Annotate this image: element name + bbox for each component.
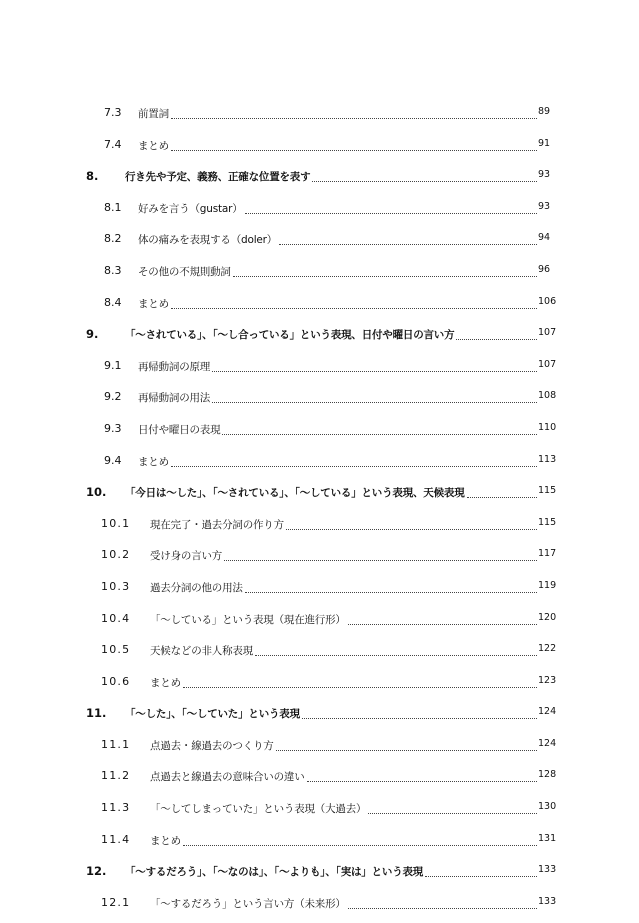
toc-section-entry[interactable] (0, 513, 639, 539)
toc-entry-number: 7.3 (104, 106, 122, 119)
toc-entry-number: 9.3 (104, 421, 122, 435)
toc-dot-leader (286, 529, 537, 530)
toc-entry-title: 好みを言う（gustar） (138, 202, 243, 215)
toc-entry-page-number: 120 (538, 611, 557, 623)
toc-entry-title: 再帰動詞の原理 (138, 360, 211, 373)
toc-entry-page-number: 115 (538, 516, 557, 528)
toc-section-entry[interactable] (0, 576, 639, 602)
toc-entry-number: 10.3 (101, 579, 131, 593)
toc-entry-title: 行き先や予定、義務、正確な位置を表す (125, 171, 311, 184)
toc-entry-title: まとめ (138, 139, 169, 152)
toc-entry-page-number: 110 (538, 421, 557, 433)
toc-section-entry[interactable] (0, 134, 639, 160)
toc-entry-title: 現在完了・過去分詞の作り方 (150, 518, 284, 531)
toc-entry-page-number: 128 (538, 769, 557, 781)
toc-entry-page-number: 107 (538, 327, 557, 339)
toc-entry-number: 11. (86, 706, 107, 721)
toc-entry-number: 10.4 (101, 611, 131, 625)
toc-dot-leader (233, 276, 537, 277)
toc-section-entry[interactable] (0, 450, 639, 476)
toc-entry-number: 9.4 (104, 453, 122, 467)
toc-section-entry[interactable] (0, 386, 639, 412)
toc-dot-leader (171, 150, 537, 151)
toc-chapter-entry[interactable] (0, 165, 639, 191)
toc-dot-leader (255, 655, 537, 656)
toc-entry-title: まとめ (150, 676, 181, 689)
toc-entry-page-number: 123 (538, 674, 557, 686)
toc-entry-page-number: 131 (538, 832, 557, 844)
toc-entry-number: 11.1 (101, 737, 131, 751)
toc-section-entry[interactable] (0, 418, 639, 444)
toc-chapter-entry[interactable] (0, 860, 639, 886)
toc-dot-leader (171, 118, 537, 119)
toc-dot-leader (456, 339, 537, 340)
toc-entry-title: 点過去・線過去のつくり方 (150, 739, 274, 752)
toc-entry-number: 8.4 (104, 295, 122, 309)
toc-chapter-entry[interactable] (0, 702, 639, 728)
toc-entry-page-number: 117 (538, 548, 557, 560)
toc-entry-title: 「〜している」という表現（現在進行形） (150, 613, 346, 626)
table-of-contents (0, 102, 639, 923)
toc-dot-leader (245, 592, 537, 593)
toc-entry-title: 「〜されている」、「〜し合っている」という表現、日付や曜日の言い方 (125, 329, 455, 342)
toc-entry-title: 「今日は〜した」、「〜されている」、「〜している」という表現、天候表現 (125, 487, 465, 500)
toc-entry-number: 11.4 (101, 832, 131, 846)
toc-dot-leader (212, 402, 537, 403)
toc-entry-number: 8. (86, 169, 99, 184)
toc-dot-leader (183, 687, 537, 688)
toc-entry-title: 受け身の言い方 (150, 550, 223, 563)
toc-chapter-entry[interactable] (0, 323, 639, 349)
toc-section-entry[interactable] (0, 892, 639, 918)
toc-entry-number: 7.4 (104, 137, 122, 151)
toc-dot-leader (348, 624, 537, 625)
toc-section-entry[interactable] (0, 260, 639, 286)
toc-section-entry[interactable] (0, 355, 639, 381)
toc-entry-number: 11.2 (101, 769, 131, 783)
toc-dot-leader (222, 434, 537, 435)
toc-section-entry[interactable] (0, 544, 639, 570)
toc-entry-title: 「〜した」、「〜していた」という表現 (125, 708, 300, 721)
toc-section-entry[interactable] (0, 102, 639, 128)
toc-section-entry[interactable] (0, 197, 639, 223)
toc-section-entry[interactable] (0, 671, 639, 697)
toc-dot-leader (307, 781, 537, 782)
toc-dot-leader (276, 750, 537, 751)
toc-chapter-entry[interactable] (0, 481, 639, 507)
toc-entry-number: 10. (86, 485, 107, 500)
toc-entry-page-number: 94 (538, 232, 551, 244)
toc-entry-number: 9. (86, 327, 99, 342)
toc-dot-leader (224, 560, 537, 561)
toc-entry-number: 10.2 (101, 548, 131, 562)
toc-dot-leader (171, 308, 537, 309)
toc-section-entry[interactable] (0, 228, 639, 254)
toc-entry-number: 9.2 (104, 390, 122, 404)
toc-entry-title: 「〜するだろう」、「〜なのは」、「〜よりも」、「実は」という表現 (125, 866, 424, 879)
toc-entry-number: 8.1 (104, 200, 122, 214)
toc-entry-number: 12. (86, 864, 107, 879)
toc-entry-number: 12.1 (101, 895, 131, 909)
toc-entry-page-number: 108 (538, 390, 557, 402)
toc-entry-title: 過去分詞の他の用法 (150, 581, 243, 594)
toc-dot-leader (171, 466, 537, 467)
toc-entry-page-number: 115 (538, 485, 557, 497)
toc-entry-title: まとめ (138, 455, 169, 468)
toc-entry-page-number: 107 (538, 358, 557, 370)
toc-entry-page-number: 124 (538, 737, 557, 749)
toc-entry-number: 8.3 (104, 263, 122, 277)
toc-dot-leader (279, 244, 537, 245)
toc-entry-page-number: 133 (538, 895, 557, 907)
toc-entry-page-number: 89 (538, 106, 551, 117)
toc-entry-page-number: 122 (538, 643, 557, 655)
toc-entry-title: 再帰動詞の用法 (138, 392, 211, 405)
toc-section-entry[interactable] (0, 829, 639, 855)
toc-entry-title: 前置詞 (138, 108, 169, 120)
toc-entry-number: 9.1 (104, 358, 122, 372)
toc-dot-leader (245, 213, 537, 214)
toc-entry-number: 8.2 (104, 232, 122, 246)
toc-entry-title: まとめ (138, 297, 169, 310)
toc-entry-number: 10.5 (101, 643, 131, 657)
toc-entry-page-number: 106 (538, 295, 557, 307)
toc-entry-page-number: 93 (538, 169, 551, 181)
toc-entry-page-number: 130 (538, 801, 557, 813)
toc-section-entry[interactable] (0, 639, 639, 665)
toc-entry-page-number: 113 (538, 453, 557, 465)
toc-dot-leader (348, 908, 537, 909)
toc-section-entry[interactable] (0, 765, 639, 791)
toc-section-entry[interactable] (0, 608, 639, 634)
toc-entry-number: 10.1 (101, 516, 131, 530)
toc-entry-title: 点過去と線過去の意味合いの違い (150, 771, 305, 784)
toc-entry-title: まとめ (150, 834, 181, 847)
toc-entry-title: 天候などの非人称表現 (150, 645, 253, 658)
toc-entry-title: 「〜してしまっていた」という表現（大過去） (150, 803, 367, 816)
toc-entry-page-number: 96 (538, 263, 551, 275)
toc-entry-page-number: 133 (538, 864, 557, 876)
toc-section-entry[interactable] (0, 734, 639, 760)
toc-section-entry[interactable] (0, 797, 639, 823)
toc-entry-page-number: 93 (538, 200, 551, 212)
toc-entry-page-number: 119 (538, 579, 557, 591)
toc-dot-leader (183, 845, 537, 846)
toc-dot-leader (302, 718, 537, 719)
toc-section-entry[interactable] (0, 292, 639, 318)
toc-dot-leader (467, 497, 537, 498)
toc-entry-number: 10.6 (101, 674, 131, 688)
toc-dot-leader (368, 813, 537, 814)
toc-dot-leader (425, 876, 537, 877)
toc-entry-title: その他の不規則動詞 (138, 265, 231, 278)
toc-entry-page-number: 91 (538, 137, 551, 149)
toc-entry-title: 体の痛みを表現する（doler） (138, 234, 278, 247)
toc-dot-leader (212, 371, 537, 372)
toc-entry-page-number: 124 (538, 706, 557, 718)
toc-entry-title: 日付や曜日の表現 (138, 423, 221, 436)
toc-entry-title: 「〜するだろう」という言い方（未来形） (150, 897, 346, 910)
toc-entry-number: 11.3 (101, 801, 131, 815)
toc-dot-leader (312, 181, 537, 182)
